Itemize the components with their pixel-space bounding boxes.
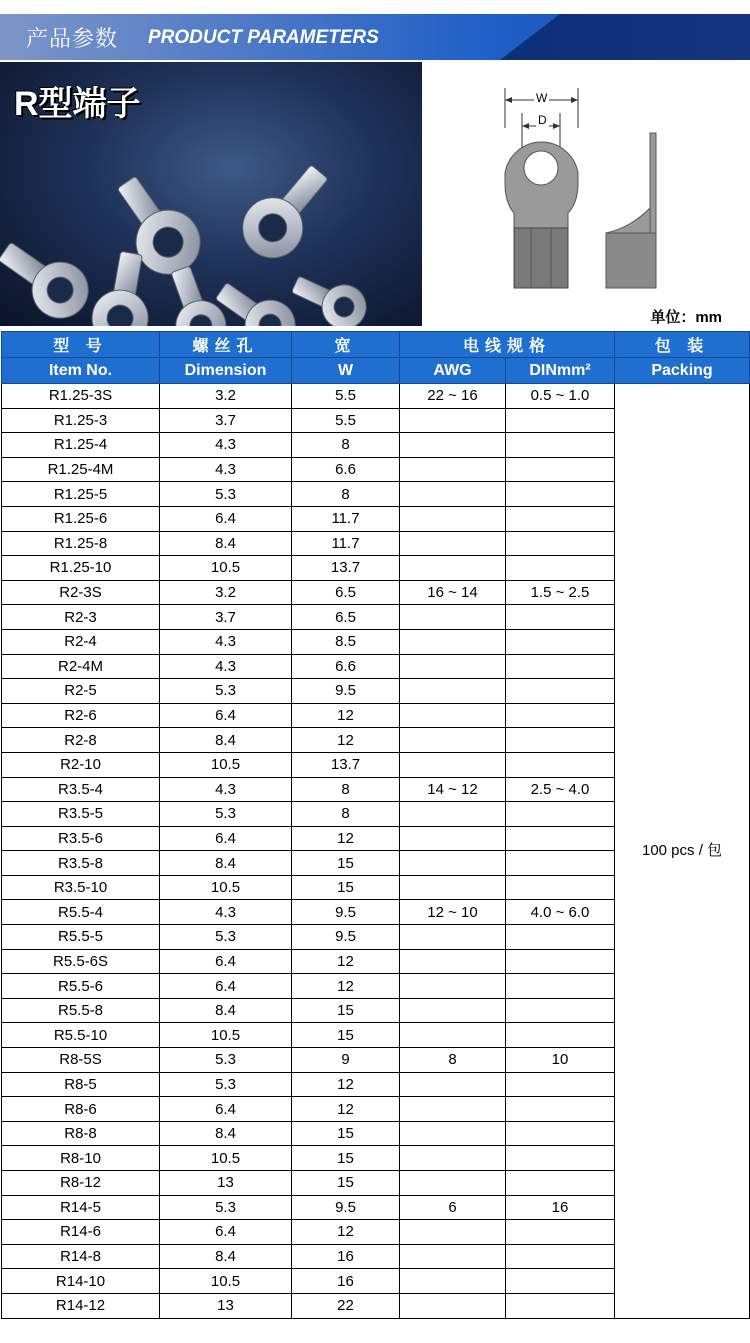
cell-item-no: R2-4M — [2, 654, 160, 679]
cell-awg — [400, 482, 506, 507]
cell-awg — [400, 629, 506, 654]
cell-din — [506, 629, 615, 654]
cell-item-no: R5.5-10 — [2, 1023, 160, 1048]
cell-item-no: R2-4 — [2, 629, 160, 654]
cell-dimension: 3.7 — [160, 605, 292, 630]
cell-item-no: R5.5-8 — [2, 998, 160, 1023]
cell-w: 13.7 — [292, 556, 400, 581]
cell-item-no: R5.5-6 — [2, 974, 160, 999]
cell-din — [506, 506, 615, 531]
cell-awg — [400, 654, 506, 679]
cell-dimension: 4.3 — [160, 900, 292, 925]
cell-din — [506, 605, 615, 630]
cell-dimension: 8.4 — [160, 531, 292, 556]
cell-item-no: R5.5-6S — [2, 949, 160, 974]
cell-w: 12 — [292, 974, 400, 999]
cell-din — [506, 1293, 615, 1318]
cell-item-no: R8-10 — [2, 1146, 160, 1171]
cell-din: 2.5 ~ 4.0 — [506, 777, 615, 802]
cell-dimension: 6.4 — [160, 506, 292, 531]
cell-din: 4.0 ~ 6.0 — [506, 900, 615, 925]
cell-din — [506, 1244, 615, 1269]
cell-dimension: 8.4 — [160, 728, 292, 753]
cell-item-no: R8-5 — [2, 1072, 160, 1097]
cell-awg — [400, 531, 506, 556]
cell-dimension: 13 — [160, 1171, 292, 1196]
cell-awg — [400, 728, 506, 753]
cell-w: 6.5 — [292, 605, 400, 630]
cell-dimension: 10.5 — [160, 875, 292, 900]
cell-dimension: 10.5 — [160, 1023, 292, 1048]
cell-w: 8 — [292, 482, 400, 507]
cell-awg — [400, 1269, 506, 1294]
cell-din — [506, 1023, 615, 1048]
cell-w: 6.5 — [292, 580, 400, 605]
cell-w: 15 — [292, 1121, 400, 1146]
cell-din — [506, 1072, 615, 1097]
cell-din — [506, 457, 615, 482]
cell-dimension: 5.3 — [160, 1072, 292, 1097]
cell-dimension: 13 — [160, 1293, 292, 1318]
cell-w: 15 — [292, 1023, 400, 1048]
unit-label: 单位：mm — [650, 309, 722, 326]
ring-terminals-illustration — [0, 62, 422, 326]
cell-dimension: 6.4 — [160, 974, 292, 999]
cell-dimension: 6.4 — [160, 949, 292, 974]
cell-awg — [400, 998, 506, 1023]
cell-w: 15 — [292, 851, 400, 876]
cell-awg — [400, 556, 506, 581]
cell-awg: 16 ~ 14 — [400, 580, 506, 605]
cell-w: 12 — [292, 1220, 400, 1245]
cell-din — [506, 826, 615, 851]
photo-title: R型端子 — [14, 85, 141, 123]
cell-item-no: R2-5 — [2, 679, 160, 704]
cell-item-no: R1.25-10 — [2, 556, 160, 581]
cell-awg — [400, 752, 506, 777]
cell-w: 9 — [292, 1048, 400, 1073]
cell-w: 12 — [292, 949, 400, 974]
cell-item-no: R2-3S — [2, 580, 160, 605]
cell-item-no: R14-12 — [2, 1293, 160, 1318]
cell-item-no: R2-8 — [2, 728, 160, 753]
cell-item-no: R5.5-4 — [2, 900, 160, 925]
banner-title-cn: 产品参数 — [26, 26, 119, 51]
cell-dimension: 6.4 — [160, 1097, 292, 1122]
banner-title-en: PRODUCT PARAMETERS — [148, 27, 379, 48]
cell-w: 12 — [292, 1097, 400, 1122]
header-dimension: Dimension — [160, 358, 292, 384]
header-hole-cn: 螺丝孔 — [160, 332, 292, 358]
cell-awg — [400, 408, 506, 433]
cell-w: 5.5 — [292, 384, 400, 409]
cell-item-no: R3.5-6 — [2, 826, 160, 851]
cell-w: 15 — [292, 998, 400, 1023]
cell-item-no: R14-8 — [2, 1244, 160, 1269]
cell-awg — [400, 457, 506, 482]
cell-dimension: 10.5 — [160, 556, 292, 581]
cell-item-no: R8-12 — [2, 1171, 160, 1196]
cell-dimension: 5.3 — [160, 802, 292, 827]
cell-w: 8 — [292, 802, 400, 827]
cell-awg: 6 — [400, 1195, 506, 1220]
cell-dimension: 3.7 — [160, 408, 292, 433]
cell-w: 13.7 — [292, 752, 400, 777]
cell-awg — [400, 1146, 506, 1171]
cell-din — [506, 851, 615, 876]
header-item-no: Item No. — [2, 358, 160, 384]
cell-awg — [400, 1171, 506, 1196]
cell-awg — [400, 974, 506, 999]
header-din: DINmm² — [506, 358, 615, 384]
cell-awg — [400, 851, 506, 876]
header-packing-cn: 包 装 — [615, 332, 750, 358]
cell-dimension: 4.3 — [160, 433, 292, 458]
cell-w: 8 — [292, 433, 400, 458]
cell-din — [506, 949, 615, 974]
cell-item-no: R1.25-5 — [2, 482, 160, 507]
spec-table-body — [2, 384, 750, 1319]
cell-din — [506, 998, 615, 1023]
cell-dimension: 6.4 — [160, 703, 292, 728]
cell-dimension: 10.5 — [160, 1146, 292, 1171]
cell-awg: 12 ~ 10 — [400, 900, 506, 925]
cell-item-no: R1.25-3 — [2, 408, 160, 433]
header-width-cn: 宽 — [292, 332, 400, 358]
cell-item-no: R3.5-5 — [2, 802, 160, 827]
header-packing: Packing — [615, 358, 750, 384]
cell-item-no: R1.25-4 — [2, 433, 160, 458]
cell-w: 9.5 — [292, 1195, 400, 1220]
cell-w: 8 — [292, 777, 400, 802]
cell-din — [506, 974, 615, 999]
cell-dimension: 5.3 — [160, 925, 292, 950]
cell-awg — [400, 1072, 506, 1097]
cell-item-no: R1.25-3S — [2, 384, 160, 409]
cell-item-no: R1.25-6 — [2, 506, 160, 531]
cell-din — [506, 1121, 615, 1146]
cell-dimension: 4.3 — [160, 654, 292, 679]
cell-din — [506, 925, 615, 950]
cell-din — [506, 1146, 615, 1171]
cell-item-no: R14-6 — [2, 1220, 160, 1245]
cell-w: 5.5 — [292, 408, 400, 433]
header-w: W — [292, 358, 400, 384]
cell-awg — [400, 433, 506, 458]
cell-w: 8.5 — [292, 629, 400, 654]
cell-awg — [400, 826, 506, 851]
cell-dimension: 4.3 — [160, 457, 292, 482]
cell-item-no: R8-6 — [2, 1097, 160, 1122]
spec-table — [1, 331, 750, 1319]
cell-w: 12 — [292, 826, 400, 851]
cell-din — [506, 752, 615, 777]
cell-awg — [400, 1293, 506, 1318]
cell-w: 16 — [292, 1244, 400, 1269]
cell-w: 9.5 — [292, 679, 400, 704]
cell-w: 15 — [292, 1171, 400, 1196]
cell-awg — [400, 875, 506, 900]
cell-awg — [400, 703, 506, 728]
cell-awg: 14 ~ 12 — [400, 777, 506, 802]
cell-awg — [400, 1244, 506, 1269]
cell-item-no: R1.25-4M — [2, 457, 160, 482]
cell-dimension: 8.4 — [160, 1121, 292, 1146]
cell-item-no: R14-10 — [2, 1269, 160, 1294]
cell-awg: 8 — [400, 1048, 506, 1073]
cell-awg — [400, 605, 506, 630]
cell-dimension: 4.3 — [160, 629, 292, 654]
cell-dimension: 3.2 — [160, 384, 292, 409]
cell-dimension: 3.2 — [160, 580, 292, 605]
cell-dimension: 6.4 — [160, 826, 292, 851]
cell-din — [506, 1171, 615, 1196]
cell-din — [506, 679, 615, 704]
cell-dimension: 8.4 — [160, 998, 292, 1023]
cell-din: 16 — [506, 1195, 615, 1220]
cell-packing: 100 pcs / 包 — [615, 384, 750, 1319]
cell-awg: 22 ~ 16 — [400, 384, 506, 409]
cell-din — [506, 802, 615, 827]
cell-dimension: 10.5 — [160, 752, 292, 777]
cell-item-no: R3.5-10 — [2, 875, 160, 900]
cell-awg — [400, 679, 506, 704]
cell-awg — [400, 925, 506, 950]
cell-item-no: R1.25-8 — [2, 531, 160, 556]
cell-din — [506, 433, 615, 458]
header-banner — [0, 0, 750, 60]
cell-awg — [400, 1220, 506, 1245]
cell-item-no: R14-5 — [2, 1195, 160, 1220]
cell-din — [506, 1097, 615, 1122]
cell-din — [506, 728, 615, 753]
cell-dimension: 5.3 — [160, 1195, 292, 1220]
cell-item-no: R8-5S — [2, 1048, 160, 1073]
cell-w: 15 — [292, 875, 400, 900]
cell-dimension: 5.3 — [160, 482, 292, 507]
cell-item-no: R5.5-5 — [2, 925, 160, 950]
cell-w: 6.6 — [292, 457, 400, 482]
cell-w: 12 — [292, 728, 400, 753]
cell-item-no: R2-6 — [2, 703, 160, 728]
cell-dimension: 4.3 — [160, 777, 292, 802]
cell-w: 9.5 — [292, 900, 400, 925]
cell-din — [506, 1220, 615, 1245]
product-photo — [0, 62, 422, 326]
cell-din — [506, 408, 615, 433]
cell-w: 12 — [292, 703, 400, 728]
cell-item-no: R8-8 — [2, 1121, 160, 1146]
cell-dimension: 5.3 — [160, 1048, 292, 1073]
cell-dimension: 10.5 — [160, 1269, 292, 1294]
cell-awg — [400, 1097, 506, 1122]
cell-w: 6.6 — [292, 654, 400, 679]
cell-din — [506, 482, 615, 507]
cell-w: 11.7 — [292, 531, 400, 556]
cell-awg — [400, 949, 506, 974]
cell-w: 22 — [292, 1293, 400, 1318]
cell-w: 9.5 — [292, 925, 400, 950]
cell-din: 0.5 ~ 1.0 — [506, 384, 615, 409]
cell-dimension: 8.4 — [160, 1244, 292, 1269]
cell-dimension: 6.4 — [160, 1220, 292, 1245]
dimension-drawing — [490, 88, 690, 298]
cell-dimension: 8.4 — [160, 851, 292, 876]
cell-item-no: R3.5-8 — [2, 851, 160, 876]
cell-din: 1.5 ~ 2.5 — [506, 580, 615, 605]
cell-din: 10 — [506, 1048, 615, 1073]
cell-item-no: R2-10 — [2, 752, 160, 777]
cell-w: 11.7 — [292, 506, 400, 531]
cell-din — [506, 556, 615, 581]
cell-w: 15 — [292, 1146, 400, 1171]
cell-w: 16 — [292, 1269, 400, 1294]
cell-awg — [400, 506, 506, 531]
cell-awg — [400, 802, 506, 827]
header-wire-cn: 电线规格 — [400, 332, 615, 358]
cell-din — [506, 654, 615, 679]
cell-w: 12 — [292, 1072, 400, 1097]
cell-din — [506, 531, 615, 556]
cell-din — [506, 1269, 615, 1294]
cell-awg — [400, 1023, 506, 1048]
cell-item-no: R3.5-4 — [2, 777, 160, 802]
header-model-cn: 型 号 — [2, 332, 160, 358]
header-awg: AWG — [400, 358, 506, 384]
label-d: D — [538, 113, 547, 127]
cell-din — [506, 703, 615, 728]
cell-dimension: 5.3 — [160, 679, 292, 704]
table-row — [2, 384, 750, 409]
cell-din — [506, 875, 615, 900]
cell-awg — [400, 1121, 506, 1146]
label-w: W — [536, 91, 548, 105]
cell-item-no: R2-3 — [2, 605, 160, 630]
